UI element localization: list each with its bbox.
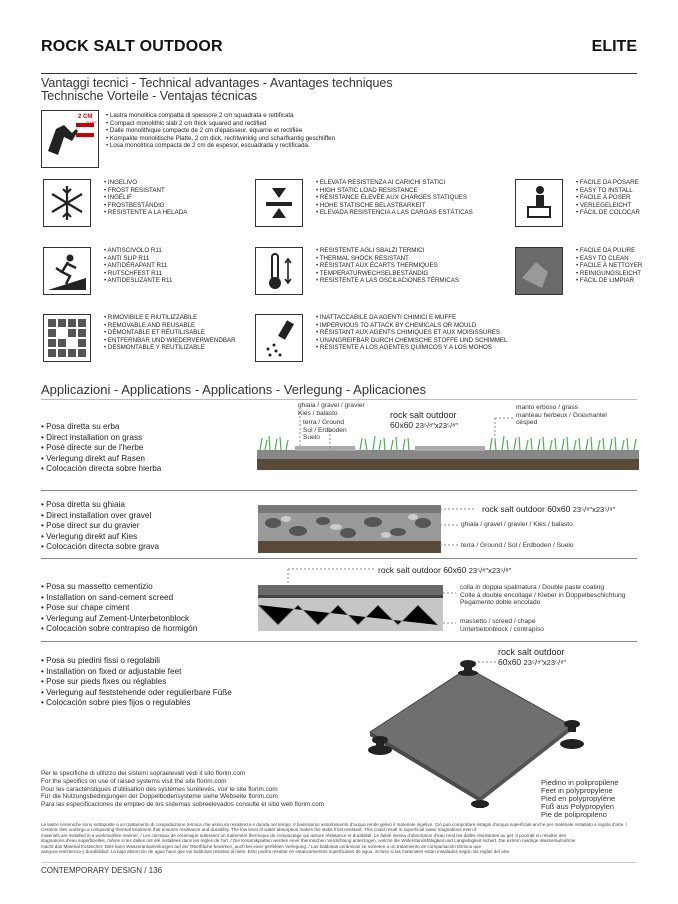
- easy-install-icon: [515, 179, 563, 227]
- install-bullets: • FACILE DA POSARE • EASY TO INSTALL • FACILE À POSER • VERLEGELEICHT • FÁCIL DE COLOCAR: [576, 179, 666, 217]
- tech-title-line1: Vantaggi tecnici - Technical advantages - Avantages techniques: [41, 76, 393, 90]
- screed-diagram: [258, 565, 458, 635]
- screed-product-label: rock salt outdoor 60x60 23⁵/⁸"x23⁵/⁸": [378, 565, 512, 575]
- removable-bullets: • RIMOVIBILE E RIUTILIZZABILE • REMOVABLE AND REUSABLE • DÉMONTABLE ET RÉUTILISABLE • ENTFERNBAR UND WIEDERVERWENDBAR • DESMONTABLE Y REUTILIZABLE: [104, 314, 254, 352]
- applications-title: Applicazioni - Applications - Applications - Verlegung - Aplicaciones: [41, 382, 427, 397]
- thermometer-icon: [255, 247, 303, 295]
- easy-clean-icon: [515, 247, 563, 295]
- footer-divider: [41, 862, 637, 863]
- gravel-soil-label: terra / Ground / Sol / Erdboden / Suelo: [461, 542, 574, 549]
- snowflake-icon: [43, 179, 91, 227]
- chemical-bullets: • INATTACCABILE DA AGENTI CHIMICI E MUFFE • IMPERVIOUS TO ATTACK BY CHEMICALS OR MOULD • RÉSISTANT AUX AGENTS CHIMIQUES ET AUX MOISISSURES • UNANGREIFBAR DURCH CHEMISCHE STOFFE UND SCHIMMEL • RESISTENTE A LOS AGENTES QUÍMICOS Y A LOS MOHOS: [316, 314, 516, 352]
- grass-product-label: rock salt outdoor 60x60 23⁵/⁸"x23⁵/⁸": [390, 410, 459, 430]
- grass-turf-label: manto erboso / grass manteau herbeux / Grasmantel césped: [516, 404, 607, 426]
- thickness-inch: 3/4": [86, 122, 97, 128]
- spec-notes: Per le specifiche di utilizzo dei sistemi sopraelevati vedi il sito florim.com For the specifics on use of raised systems visit the site florim.com Pour les caractéristiques d'utilisation des systèmes surélevés, voir le site florim.com Für die Nutzungsbedingungen der Doppelbodensysteme siehe Webseite florim.com Para las especificaciones de empleo de los sistemas sobreelevados consulte el sitio web florim.com: [41, 770, 325, 809]
- divider-3: [41, 641, 637, 642]
- feet-material-label: Piedino in polipropilene Feet in polypropylene Pied en polypropylène Fuß aus Polypropylen Pie de polipropileno: [541, 778, 619, 819]
- grass-gravel-label: ghiaia / gravel / gravier Kies / balasto: [298, 402, 365, 417]
- load-bullets: • ELEVATA RESISTENZA AI CARICHI STATICI • HIGH STATIC LOAD RESISTANCE • RÉSISTANCE ÉLEVÉE AUX CHARGES STATIQUES • HOHE STATISCHE BELASTBARKEIT • ELEVADA RESISTENCIA A LAS CARGAS ESTÁTICAS: [316, 179, 506, 217]
- antislip-bullets: • ANTISCIVOLO R11 • ANTI SLIP R11 • ANTIDÉRAPANT R11 • RUTSCHFEST R11 • ANTIDESLIZANTE R11: [104, 247, 244, 285]
- header-divider: [41, 73, 637, 74]
- static-load-icon: [255, 179, 303, 227]
- screed-screed-label: massetto / screed / chape Unterbetonblock / contrapiso: [460, 618, 544, 633]
- screed-list: • Posa su massetto cementizio • Installation on sand-cement screed • Pose sur chape ciment • Verlegung auf Zement-Unterbetonblock • Colocación sobre contrapiso de hormigón: [41, 582, 261, 635]
- gravel-product-label: rock salt outdoor 60x60 23⁵/⁸"x23⁵/⁸": [482, 504, 616, 514]
- clean-bullets: • FACILE DA PULIRE • EASY TO CLEAN • FACILE À NETTOYER • REINIGUNGSLEICHT • FÁCIL DE LIMPIAR: [576, 247, 666, 285]
- tech-title-line2: Technische Vorteile - Ventajas técnicas: [41, 89, 258, 103]
- gravel-gravel-label: ghiaia / gravel / gravier / Kies / balasto: [461, 521, 573, 528]
- anti-slip-icon: [43, 247, 91, 295]
- thermal-bullets: • RESISTENTE AGLI SBALZI TERMICI • THERMAL SHOCK RESISTANT • RÉSISTANT AUX ÉCARTS THERMIQUES • TEMPERATURWECHSELBESTÄNDIG • RESISTENTE A LAS OSCILACIONES TÉRMICAS: [316, 247, 506, 285]
- series-label: ELITE: [591, 38, 637, 55]
- fine-print: Le lastre ceramiche sono sottoposte a un trattamento di compattazione termica che assicura resistenza e durata nel tempo. Il bassissimo assorbimento d'acqua rende gelivo il materiale ingelivo. Ciò può comportare ristagni d'acqua superficiali anche per materiale installato a regola d'arte. / Ceramic tiles undergo a compacting thermal treatment that ensures resistance and durability. The low level of water absorption makes the slabs frost resistant. This could result in superficial water stagnations even if materials are installed in a workmanlike manner. / Les carreaux de céramique subissent un traitement thermique de compactage qui assure résistance et durabilité. Le faible niveau d'absorption d'eau rend les dalles résistantes au gel. Il pourrait en résulter des stagnations d'eau superficielles, même si les dalles ont été installées dans les règles de l'art. / Die Keramikplatten werden einer thermischen Verdichtung unterzogen, welche die Widerstandsfähigkeit und Langlebigkeit sichert. Die extrem niedrige Wasseraufnahme macht das Material frostsicher. Dies kann Wasseransammlungen auf der Oberfläche bewirken, auch bei einer perfekten Verlegung. / Las baldosas cerámicas se someten a un tratamiento de compactación térmica que asegura resistencia y durabilidad. La baja absorción de agua hace que las baldosas resistan al hielo. Esto podría resultar en estancamientos superficiales de agua, incluso si las materiales están instalados según las reglas del arte.: [41, 822, 628, 855]
- removable-tiles-icon: [43, 314, 91, 362]
- divider-1: [41, 490, 637, 491]
- thickness-label: 2 CM: [78, 114, 93, 120]
- grass-list: • Posa diretta su erba • Direct installation on grass • Posé directe sur de l'herbe • Verlegung direkt auf Rasen • Colocación directa sobre hierba: [41, 422, 241, 475]
- divider-2: [41, 558, 637, 559]
- product-title: ROCK SALT OUTDOOR: [41, 38, 223, 55]
- thickness-bullets: • Lastra monolitica compatta di spessore 2 cm squadrata e rettificata • Compact monolithic slab 2 cm thick squared and rectified • Dalle monolithique compacte de 2 cm d'épaisseur, équarrie et rectifiée • Kompakte monolitische Platte, 2 cm dick, rechtwinklig und scharfkantig geschliffen • Losa monolítica compacta de 2 cm de espesor, escuadrada y rectificada.: [106, 112, 426, 150]
- frost-bullets: • INGELIVO • FROST RESISTANT • INGÉLIF • FROSTBESTÄNDIG • RESISTENTE A LA HELADA: [104, 179, 244, 217]
- gravel-diagram: [258, 505, 443, 553]
- gravel-list: • Posa diretta su ghiaia • Direct installation over gravel • Pose direct sur du gravier • Verlegung direkt auf Kies • Colocación directa sobre grava: [41, 500, 241, 553]
- page-footer: CONTEMPORARY DESIGN / 136: [41, 866, 163, 875]
- feet-product-label: rock salt outdoor 60x60 23⁵/⁸"x23⁵/⁸": [498, 647, 567, 667]
- feet-list: • Posa su piedini fissi o regolabili • Installation on fixed or adjustable feet • Pose sur pieds fixes ou réglables • Verlegung auf feststehende oder regulierbare Füße • Colocación sobre pies fijos o regulables: [41, 656, 281, 709]
- tech-title: [41, 77, 393, 103]
- screed-glue-label: colla in doppia spalmatura / Double paste coating Colle à double encollage / Kleber in Doppelbeschichtung Pegamento doble encolado: [460, 584, 626, 606]
- chemical-icon: [255, 314, 303, 362]
- grass-soil-label: terra / Ground Sol / Erdboden Suelo: [303, 419, 347, 441]
